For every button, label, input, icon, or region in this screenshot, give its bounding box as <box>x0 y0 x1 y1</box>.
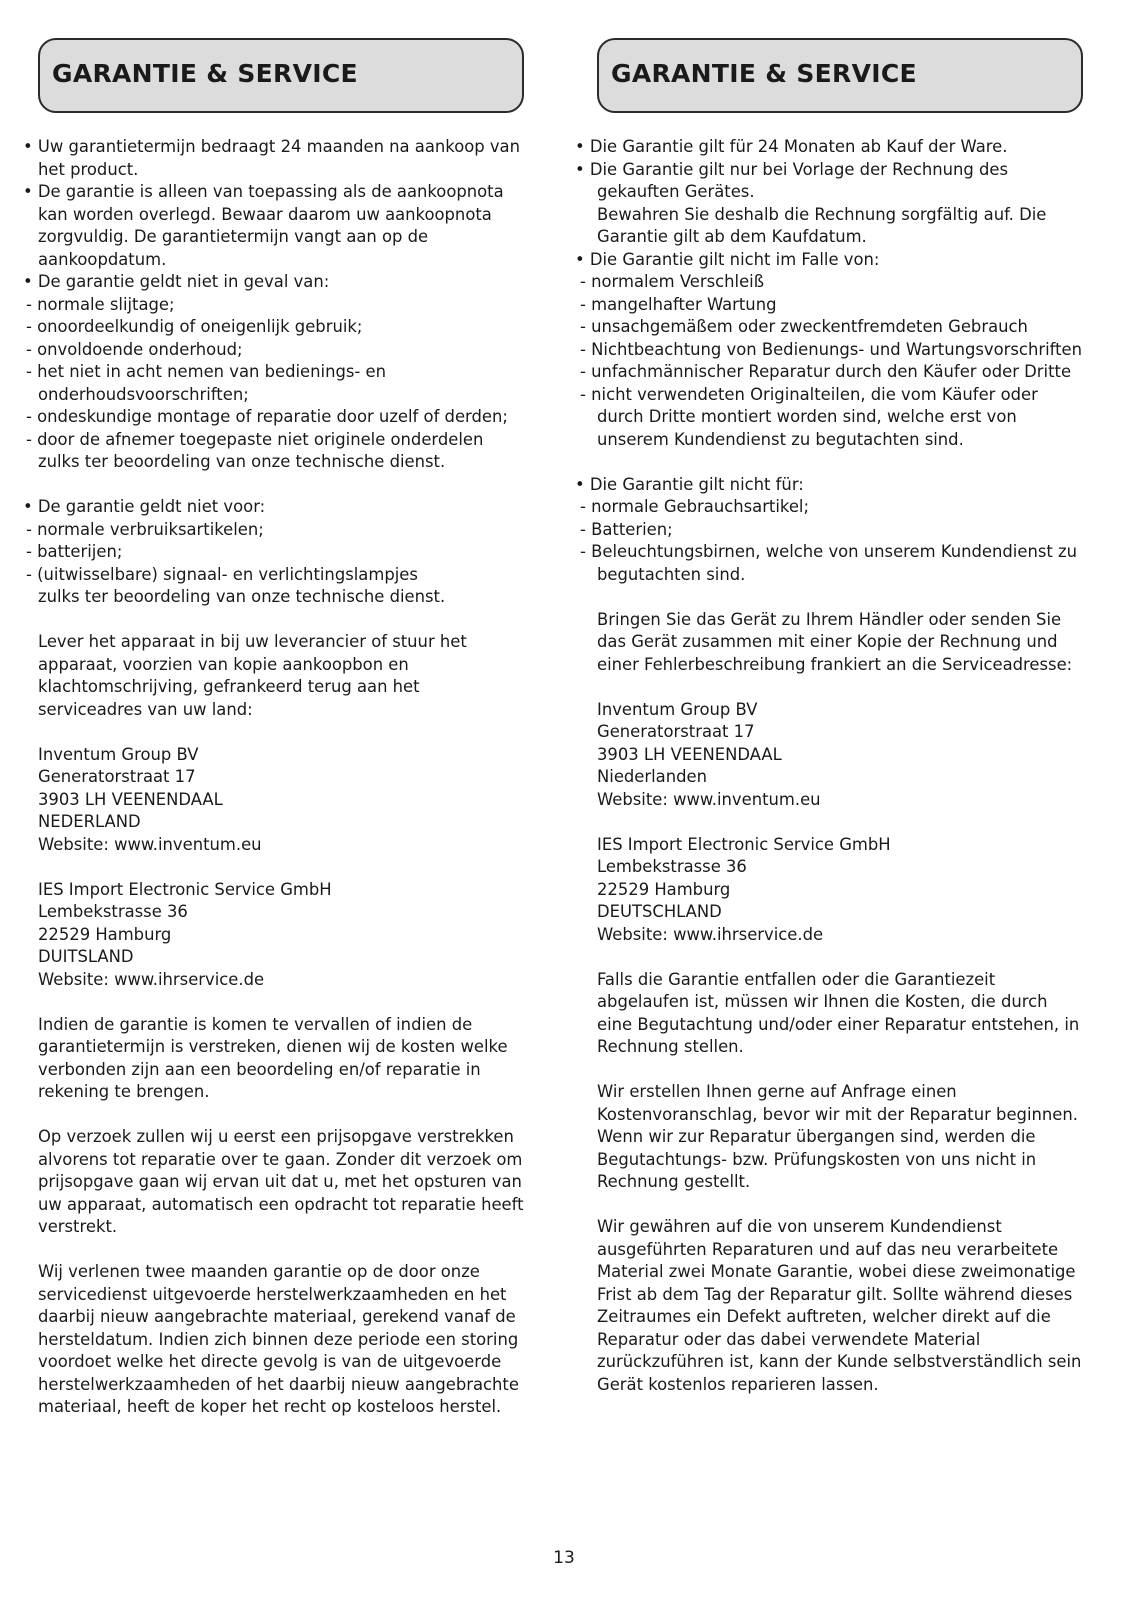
dash-item: - (uitwisselbare) signaal- en verlichtingslampjes <box>26 564 418 584</box>
paragraph: Bringen Sie das Gerät zu Ihrem Händler oder senden Sie das Gerät zusammen mit einer Kopie der Rechnung und einer Fehlerbeschreibung frankiert an die Serviceadresse: <box>597 609 1073 674</box>
address-line: 22529 Hamburg <box>38 924 172 944</box>
paragraph: Lever het apparaat in bij uw leverancier of stuur het apparaat, voorzien van kopie aankoopbon en klachtomschrijving, gefrankeerd terug aan het serviceadres van uw land: <box>38 632 467 719</box>
dash-item: - normalem Verschleiß <box>580 272 765 291</box>
page-number: 13 <box>553 1548 575 1568</box>
address-line: Generatorstraat 17 <box>38 767 196 786</box>
bullet-item: • Die Garantie gilt nicht für: <box>575 474 804 494</box>
address-line: Generatorstraat 17 <box>597 722 755 741</box>
address-line: DEUTSCHLAND <box>597 902 722 921</box>
paragraph: Bewahren Sie deshalb die Rechnung sorgfältig auf. Die Garantie gilt ab dem Kaufdatum. <box>597 204 1047 246</box>
paragraph: Falls die Garantie entfallen oder die Garantiezeit abgelaufen ist, müssen wir Ihnen die Kosten, die durch eine Begutachtung und/oder einer Reparatur entstehen, in Rechnung stellen. <box>597 969 1080 1056</box>
address-line: 3903 LH VEENENDAAL <box>597 744 782 764</box>
address-line: IES Import Electronic Service GmbH <box>38 879 332 899</box>
address-line: Website: www.inventum.eu <box>38 834 262 854</box>
bullet-item: • De garantie geldt niet voor: <box>23 497 266 516</box>
dash-item: - onoordeelkundig of oneigenlijk gebruik; <box>26 317 363 336</box>
bullet-item: • De garantie geldt niet in geval van: <box>23 272 330 291</box>
section-header-box <box>38 38 524 113</box>
paragraph: zulks ter beoordeling van onze technische dienst. <box>38 452 446 471</box>
paragraph: Wij verlenen twee maanden garantie op de door onze servicedienst uitgevoerde herstelwerkzaamheden en het daarbij nieuw aangebrachte materiaal, gerekend vanaf de hersteldatum. Indien zich binnen deze periode een storing voordoet welke het directe gevolg is van de uitgevoerde herstelwerkzaamheden of het daarbij nieuw aangebrachte materiaal, heeft de koper het recht op kosteloos herstel. <box>38 1262 519 1416</box>
address-line: 3903 LH VEENENDAAL <box>38 789 223 809</box>
address-line: Inventum Group BV <box>597 699 758 719</box>
bullet-item: • De garantie is alleen van toepassing als de aankoopnota kan worden overlegd. Bewaar daarom uw aankoopnota zorgvuldig. De garantietermijn vangt aan op de aankoopdatum. <box>23 182 504 269</box>
dash-item: - Beleuchtungsbirnen, welche von unserem Kundendienst zu begutachten sind. <box>580 542 1078 584</box>
dash-item: - unfachmännischer Reparatur durch den Käufer oder Dritte <box>580 362 1072 381</box>
column-text <box>23 136 524 1419</box>
dash-item: - onvoldoende onderhoud; <box>26 339 243 359</box>
address-line: Website: www.inventum.eu <box>597 789 821 809</box>
dash-item: - ondeskundige montage of reparatie door uzelf of derden; <box>26 407 508 426</box>
address-line: 22529 Hamburg <box>597 879 731 899</box>
paragraph: Wir gewähren auf die von unserem Kundendienst ausgeführten Reparaturen und auf das neu verarbeitete Material zwei Monate Garantie, wobei diese zweimonatige Frist ab dem Tag der Reparatur gilt. Sollte während dieses Zeitraumes ein Defekt auftreten, welcher direkt auf die Reparatur oder das dabei verwendete Material zurückzuführen ist, kann der Kunde selbstverständlich sein Gerät kostenlos reparieren lassen. <box>597 1217 1082 1394</box>
column-dutch <box>23 38 524 1419</box>
paragraph: Indien de garantie is komen te vervallen of indien de garantietermijn is verstreken, dienen wij de kosten welke verbonden zijn aan een beoordeling en/of reparatie in rekening te brengen. <box>38 1014 508 1101</box>
column-german <box>575 38 1083 1396</box>
column-text <box>575 136 1083 1396</box>
dash-item: - Batterien; <box>580 519 673 539</box>
dash-item: - Nichtbeachtung von Bedienungs- und Wartungsvorschriften <box>580 339 1083 359</box>
section-header-box <box>597 38 1083 113</box>
dash-item: - normale slijtage; <box>26 294 175 314</box>
dash-item: - nicht verwendeten Originalteilen, die vom Käufer oder durch Dritte montiert worden sind, welche erst von unserem Kundendienst zu begutachten sind. <box>580 384 1038 449</box>
bullet-item: • Die Garantie gilt nur bei Vorlage der Rechnung des gekauften Gerätes. <box>575 159 1009 201</box>
address-line: Lembekstrasse 36 <box>597 857 747 876</box>
section-title: GARANTIE & SERVICE <box>52 59 358 88</box>
section-title: GARANTIE & SERVICE <box>611 59 917 88</box>
paragraph: zulks ter beoordeling van onze technische dienst. <box>38 587 446 606</box>
address-block <box>38 879 524 992</box>
address-line: Website: www.ihrservice.de <box>38 969 265 989</box>
dash-item: - batterijen; <box>26 542 123 561</box>
address-line: NEDERLAND <box>38 812 141 831</box>
dash-item: - normale verbruiksartikelen; <box>26 519 264 539</box>
address-line: DUITSLAND <box>38 947 134 966</box>
address-line: IES Import Electronic Service GmbH <box>597 834 891 854</box>
dash-item: - mangelhafter Wartung <box>580 294 777 314</box>
bullet-item: • Die Garantie gilt für 24 Monaten ab Kauf der Ware. <box>575 137 1008 156</box>
address-block <box>597 699 1083 812</box>
bullet-item: • Uw garantietermijn bedraagt 24 maanden na aankoop van het product. <box>23 137 520 179</box>
address-line: Inventum Group BV <box>38 744 199 764</box>
bullet-item: • Die Garantie gilt nicht im Falle von: <box>575 249 880 269</box>
address-block <box>597 834 1083 947</box>
dash-item: - unsachgemäßem oder zweckentfremdeten Gebrauch <box>580 317 1028 336</box>
dash-item: - normale Gebrauchsartikel; <box>580 497 809 516</box>
dash-item: - het niet in acht nemen van bedienings- en onderhoudsvoorschriften; <box>26 362 386 404</box>
paragraph: Op verzoek zullen wij u eerst een prijsopgave verstrekken alvorens tot reparatie over te gaan. Zonder dit verzoek om prijsopgave gaan wij ervan uit dat u, met het opsturen van uw apparaat, automatisch een opdracht tot reparatie heeft verstrekt. <box>38 1127 524 1236</box>
address-line: Niederlanden <box>597 767 707 786</box>
dash-item: - door de afnemer toegepaste niet originele onderdelen <box>26 429 484 449</box>
paragraph: Wir erstellen Ihnen gerne auf Anfrage einen Kostenvoranschlag, bevor wir mit der Reparatur beginnen. Wenn wir zur Reparatur übergangen sind, werden die Begutachtungs- bzw. Prüfungskosten von uns nicht in Rechnung gestellt. <box>597 1082 1078 1191</box>
address-line: Website: www.ihrservice.de <box>597 924 824 944</box>
address-line: Lembekstrasse 36 <box>38 902 188 921</box>
address-block <box>38 744 524 857</box>
